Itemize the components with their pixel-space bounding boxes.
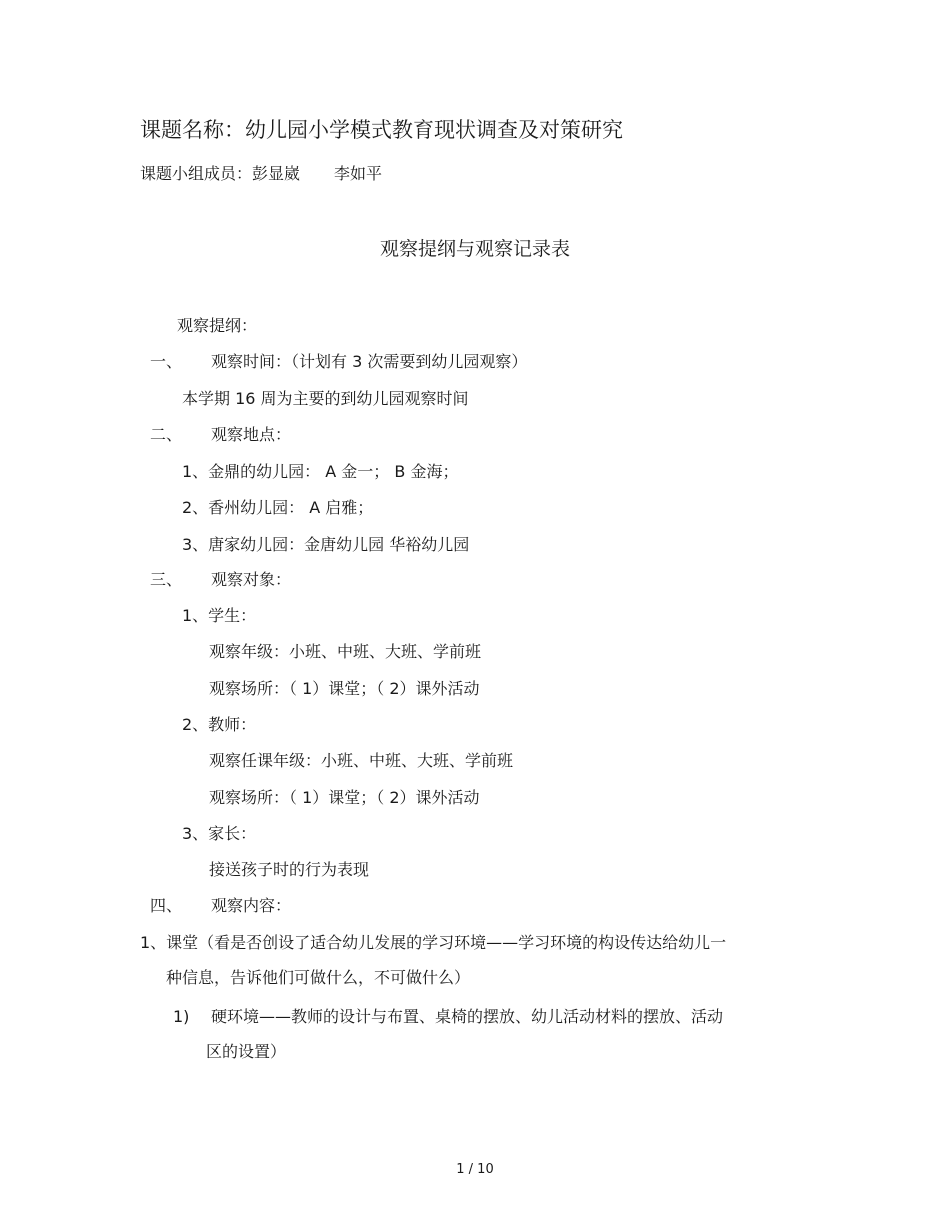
document-title: 课题名称：幼儿园小学模式教育现状调查及对策研究 bbox=[140, 118, 623, 142]
subject-parents: 3、家长： bbox=[182, 824, 257, 843]
location-item-1: 1、金鼎的幼儿园： A 金一； B 金海； bbox=[182, 462, 459, 481]
page-number: 1 / 10 bbox=[456, 1162, 494, 1177]
section-3-number: 三、 bbox=[150, 570, 183, 589]
teachers-venues: 观察场所：（ 1）课堂；（ 2）课外活动 bbox=[209, 788, 480, 807]
subject-students: 1、学生： bbox=[182, 606, 257, 625]
content-item-1-line-2: 种信息，告诉他们可做什么，不可做什么） bbox=[166, 968, 471, 987]
section-1-number: 一、 bbox=[150, 352, 183, 371]
section-3-label: 观察对象： bbox=[211, 570, 292, 589]
section-2-number: 二、 bbox=[150, 425, 183, 444]
content-subitem-1-number: 1) bbox=[173, 1007, 190, 1026]
teachers-grades: 观察任课年级：小班、中班、大班、学前班 bbox=[209, 751, 514, 770]
section-2-label: 观察地点： bbox=[211, 425, 292, 444]
member-name-2: 李如平 bbox=[334, 164, 383, 183]
students-grades: 观察年级：小班、中班、大班、学前班 bbox=[209, 642, 482, 661]
section-1-detail: 本学期 16 周为主要的到幼儿园观察时间 bbox=[182, 389, 469, 408]
section-1-label: 观察时间：（计划有 3 次需要到幼儿园观察） bbox=[211, 352, 528, 371]
location-item-2: 2、香州幼儿园： A 启雅； bbox=[182, 498, 374, 517]
section-4-number: 四、 bbox=[150, 896, 183, 915]
members-line bbox=[140, 164, 382, 184]
members-label: 课题小组成员： bbox=[140, 164, 253, 183]
subject-teachers: 2、教师： bbox=[182, 715, 257, 734]
content-subitem-1-line-2: 区的设置） bbox=[206, 1042, 287, 1061]
students-venues: 观察场所：（ 1）课堂；（ 2）课外活动 bbox=[209, 679, 480, 698]
location-item-3: 3、唐家幼儿园：金唐幼儿园 华裕幼儿园 bbox=[182, 535, 470, 554]
section-4-label: 观察内容： bbox=[211, 896, 292, 915]
member-name-1: 彭显崴 bbox=[252, 164, 301, 183]
content-item-1-line-1: 1、课堂（看是否创设了适合幼儿发展的学习环境——学习环境的构设传达给幼儿一 bbox=[140, 933, 727, 952]
content-subitem-1-line-1: 硬环境——教师的设计与布置、桌椅的摆放、幼儿活动材料的摆放、活动 bbox=[211, 1007, 724, 1026]
outline-label: 观察提纲： bbox=[177, 316, 258, 335]
section-heading: 观察提纲与观察记录表 bbox=[379, 238, 570, 260]
parents-behavior: 接送孩子时的行为表现 bbox=[209, 860, 370, 879]
